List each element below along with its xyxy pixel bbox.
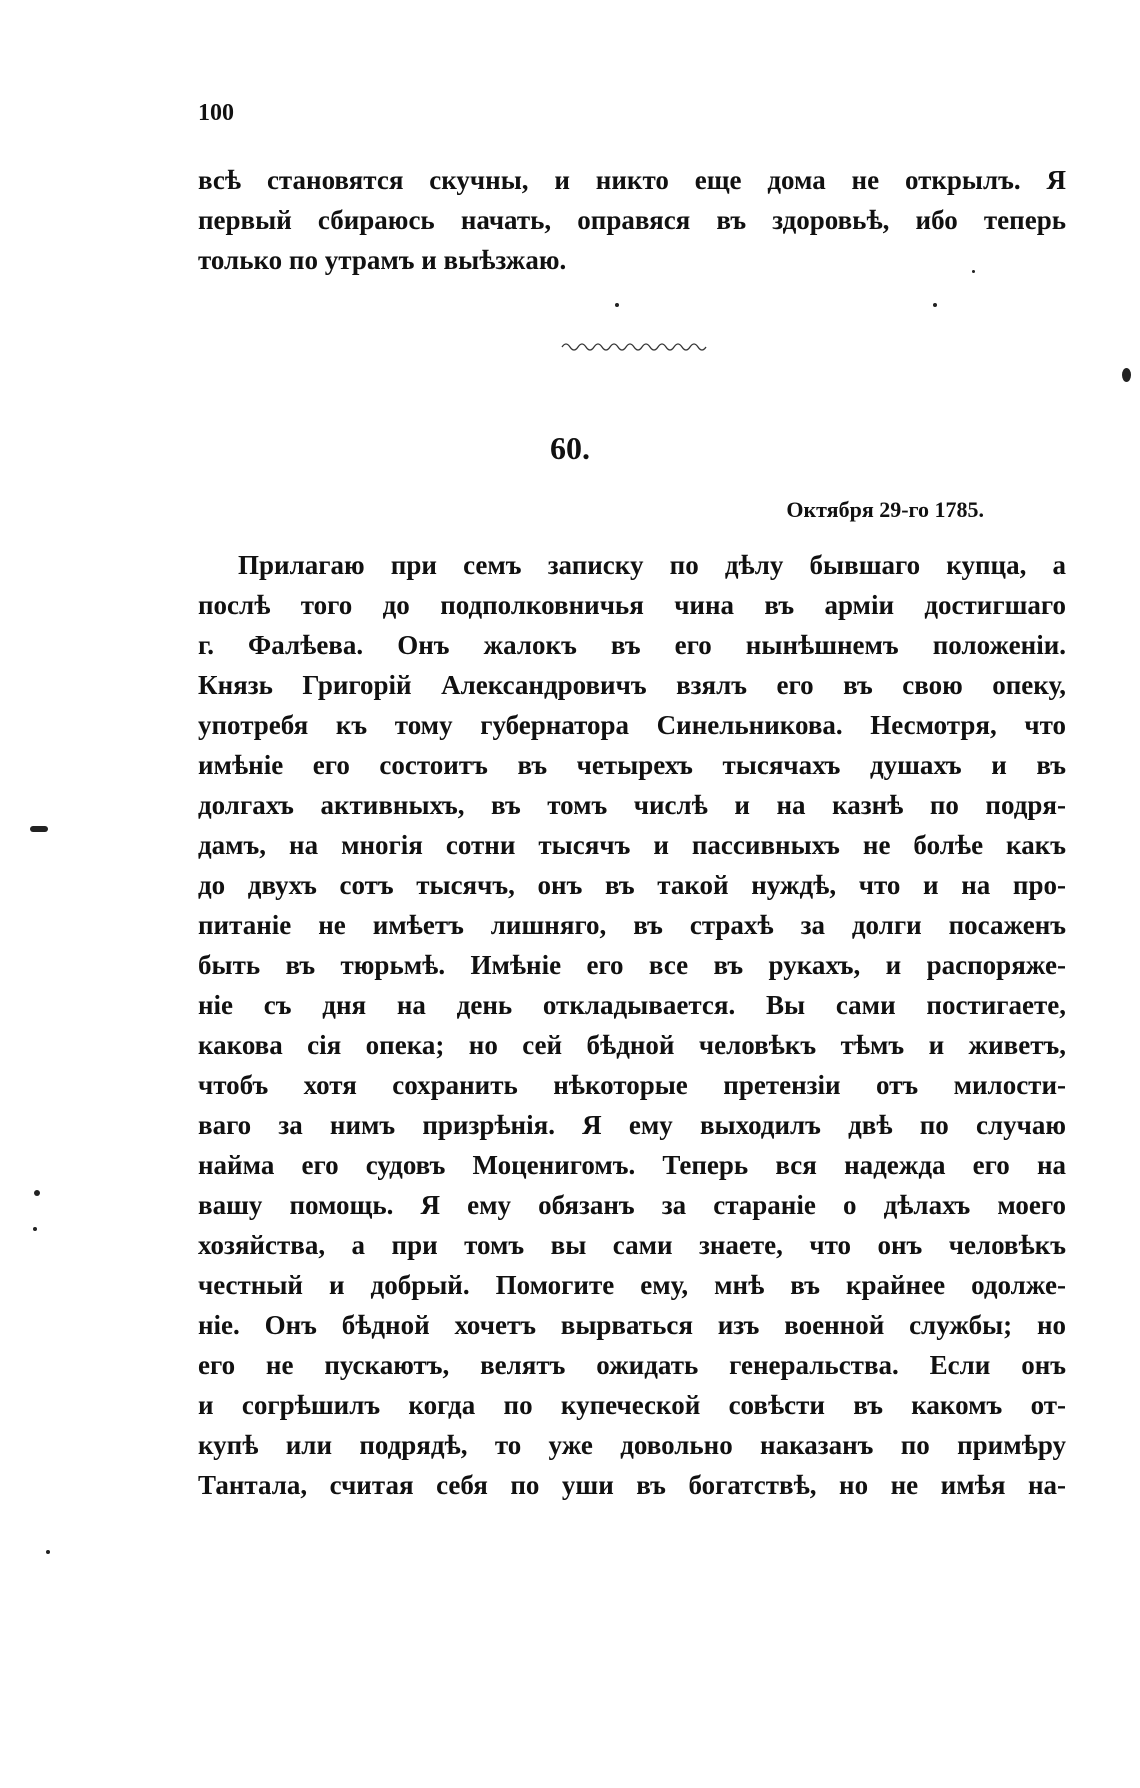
text-line: до двухъ сотъ тысячъ, онъ въ такой нуждѣ, что и на про- [198, 870, 1066, 900]
text-line: найма его судовъ Моценигомъ. Теперь вся надежда его на [198, 1150, 1066, 1180]
text-line: г. Фалѣева. Онъ жалокъ въ его нынѣшнемъ положеніи. [198, 630, 1066, 660]
text-line: дамъ, на многія сотни тысячъ и пассивныхъ не болѣе какъ [198, 830, 1066, 860]
text-line: чтобъ хотя сохранить нѣкоторые претензіи отъ милости- [198, 1070, 1066, 1100]
text-line: какова сія опека; но сей бѣдной человѣкъ тѣмъ и живетъ, [198, 1030, 1066, 1060]
scan-speck [933, 303, 937, 307]
text-line: Прилагаю при семъ записку по дѣлу бывшаго купца, а [238, 550, 1066, 580]
text-line: купѣ или подрядѣ, то уже довольно наказанъ по примѣру [198, 1430, 1066, 1460]
letter-body [198, 545, 1066, 1505]
text-line: употребя къ тому губернатора Синельникова. Несмотря, что [198, 710, 1066, 740]
scan-speck [34, 1190, 40, 1196]
text-line: хозяйства, а при томъ вы сами знаете, что онъ человѣкъ [198, 1230, 1066, 1260]
text-line: быть въ тюрьмѣ. Имѣніе его все въ рукахъ, и распоряже- [198, 950, 1066, 980]
letter-date: Октября 29-го 1785. [786, 497, 984, 522]
page-number: 100 [198, 100, 234, 126]
text-line: всѣ становятся скучны, и никто еще дома не открылъ. Я [198, 165, 1066, 195]
text-line: Князь Григорій Александровичъ взялъ его въ свою опеку, [198, 670, 1066, 700]
text-line: и согрѣшилъ когда по купеческой совѣсти въ какомъ от- [198, 1390, 1066, 1420]
scan-speck [615, 303, 619, 307]
text-line: ніе съ дня на день откладывается. Вы сами постигаете, [198, 990, 1066, 1020]
text-line: только по утрамъ и выѣзжаю. [198, 245, 567, 275]
scan-speck [33, 1227, 37, 1231]
letter-number: 60. [550, 430, 590, 466]
scan-speck [1122, 368, 1131, 382]
scan-speck [30, 826, 48, 832]
previous-letter-ending [198, 160, 1066, 280]
text-line: честный и добрый. Помогите ему, мнѣ въ крайнее одолже- [198, 1270, 1066, 1300]
text-line: имѣніе его состоитъ въ четырехъ тысячахъ душахъ и въ [198, 750, 1066, 780]
text-line: послѣ того до подполковничья чина въ арміи достигшаго [198, 590, 1066, 620]
text-line: питаніе не имѣетъ лишняго, въ страхѣ за долги посаженъ [198, 910, 1066, 940]
scan-speck [972, 270, 975, 273]
wavy-divider-ornament [560, 340, 710, 354]
text-line: первый сбираюсь начать, оправяся въ здоровьѣ, ибо теперь [198, 205, 1066, 235]
text-line: ваго за нимъ призрѣнія. Я ему выходилъ двѣ по случаю [198, 1110, 1066, 1140]
text-line: его не пускаютъ, велятъ ожидать генеральства. Если онъ [198, 1350, 1066, 1380]
text-line: Тантала, считая себя по уши въ богатствѣ, но не имѣя на- [198, 1470, 1066, 1500]
text-line: долгахъ активныхъ, въ томъ числѣ и на казнѣ по подря- [198, 790, 1066, 820]
text-line: вашу помощь. Я ему обязанъ за стараніе о дѣлахъ моего [198, 1190, 1066, 1220]
scan-speck [46, 1550, 50, 1554]
text-line: ніе. Онъ бѣдной хочетъ вырваться изъ военной службы; но [198, 1310, 1066, 1340]
